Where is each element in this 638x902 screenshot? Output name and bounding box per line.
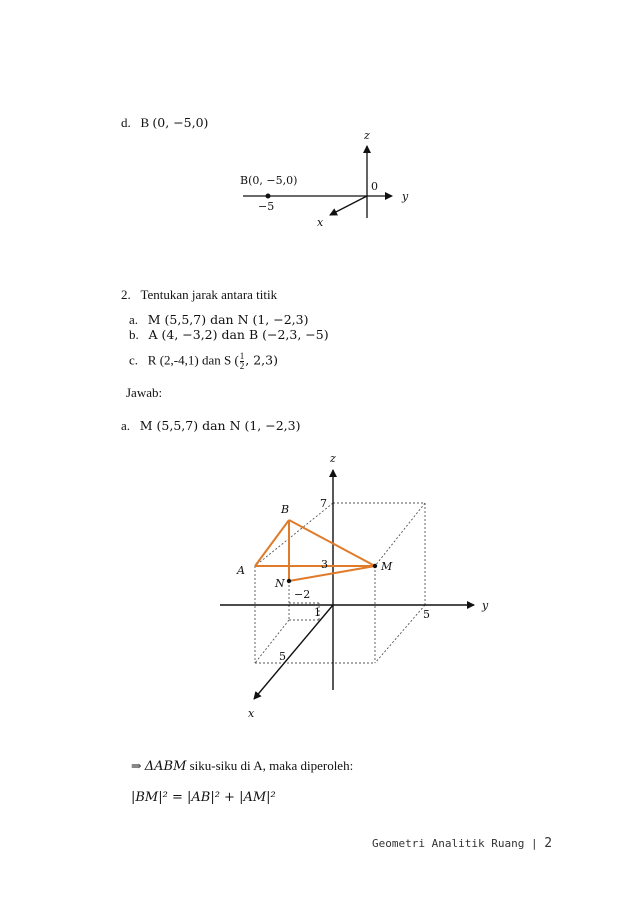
- footer-title: Geometri Analitik Ruang: [372, 837, 525, 850]
- page-number: 2: [544, 836, 553, 851]
- d1-tick-neg5: −5: [258, 200, 275, 213]
- pythagoras-formula: |BM|² = |AB|² + |AM|²: [131, 790, 276, 805]
- triangle-name: ΔABM: [144, 759, 187, 774]
- d1-label-x: x: [317, 216, 324, 229]
- page-footer: [372, 836, 552, 851]
- d2-tick-7: 7: [320, 497, 327, 510]
- d1-point-label: B(0, −5,0): [240, 174, 298, 187]
- question-item-a-text: M (5,5,7) dan N (1, −2,3): [147, 312, 309, 327]
- d2-label-x: x: [248, 707, 255, 720]
- d2-label-y: y: [482, 599, 489, 612]
- d2-point-m: [373, 564, 377, 568]
- conclusion-text: siku-siku di A, maka diperoleh:: [189, 758, 354, 773]
- frac-den: 2: [239, 361, 245, 371]
- d2-label-n: N: [275, 577, 285, 590]
- implies-arrow: ⇒: [131, 758, 142, 773]
- d2-tick-3: 3: [321, 558, 328, 571]
- question-item-c-before: R (2,-4,1) dan S (: [147, 352, 239, 368]
- item-d-coord: (0, −5,0): [152, 115, 209, 130]
- d2-tick-5y: 5: [423, 608, 430, 621]
- part-a-marker: a.: [121, 418, 131, 433]
- frac-num: 1: [239, 351, 245, 361]
- jawab-label: Jawab:: [126, 385, 163, 400]
- d2-tick-1: 1: [314, 606, 321, 619]
- question-item-b-marker: b.: [129, 327, 139, 342]
- d2-label-b: B: [281, 503, 290, 516]
- question-number: 2.: [121, 287, 131, 302]
- d2-label-a: A: [237, 564, 245, 577]
- d1-label-z: z: [364, 129, 370, 142]
- d1-label-y: y: [402, 190, 409, 203]
- conclusion-line: [131, 758, 353, 775]
- question-item-a-marker: a.: [129, 312, 139, 327]
- d2-triangle-abm: [255, 520, 375, 581]
- d2-tick-5x: 5: [279, 650, 286, 663]
- d2-point-n: [287, 579, 291, 583]
- d2-tick-neg2: −2: [294, 588, 311, 601]
- part-a-text: M (5,5,7) dan N (1, −2,3): [139, 418, 301, 433]
- item-d-marker: d.: [121, 115, 131, 130]
- d1-label-origin: 0: [371, 180, 378, 193]
- d2-x-axis: [254, 605, 333, 699]
- item-d-label: B: [140, 115, 150, 130]
- d2-label-z: z: [330, 452, 336, 465]
- question-item-c-marker: c.: [129, 352, 139, 368]
- d2-label-m: M: [381, 560, 393, 573]
- question-item-c-after: , 2,3): [245, 352, 278, 368]
- question-text: Tentukan jarak antara titik: [140, 287, 278, 302]
- question-item-b-text: A (4, −3,2) dan B (−2,3, −5): [148, 327, 329, 342]
- footer-separator: |: [530, 837, 538, 850]
